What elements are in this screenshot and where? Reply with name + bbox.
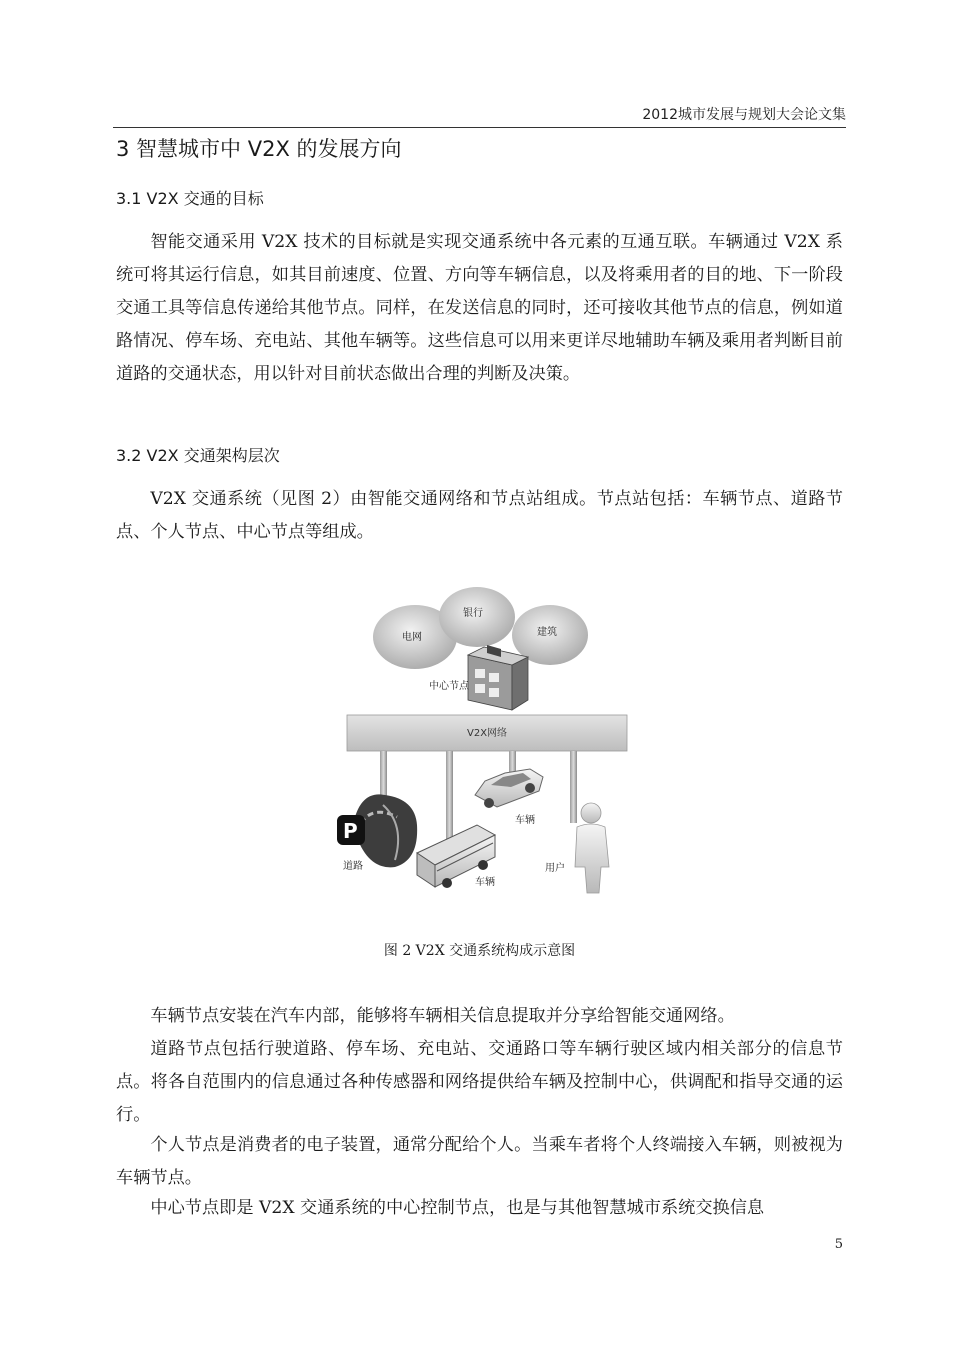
section-3-2-paragraph: V2X 交通系统（见图 2）由智能交通网络和节点站组成。节点站包括：车辆节点、道路节点、个人节点、中心节点等组成。 <box>116 489 843 542</box>
section-3-1-title: 3.1 V2X 交通的目标 <box>116 189 264 208</box>
center-node-label: 中心节点 <box>429 681 469 692</box>
road-node-paragraph: 道路节点包括行驶道路、停车场、充电站、交通路口等车辆行驶区域内相关部分的信息节点。将各自范围内的信息通过各种传感器和网络提供给车辆及控制中心，供调配和指导交通的运行。 <box>116 1039 843 1125</box>
center-node-building-icon <box>468 645 528 710</box>
section-3-2-title: 3.2 V2X 交通架构层次 <box>116 446 280 465</box>
page-number: 5 <box>834 1237 843 1252</box>
building-label: 建筑 <box>537 627 557 638</box>
bank-label: 银行 <box>463 608 483 619</box>
parking-icon <box>337 815 365 845</box>
center-node-paragraph: 中心节点即是 V2X 交通系统的中心控制节点，也是与其他智慧城市系统交换信息 <box>150 1198 765 1218</box>
section-3-1-paragraph: 智能交通采用 V2X 技术的目标就是实现交通系统中各元素的互通互联。车辆通过 V2X 系统可将其运行信息，如其目前速度、位置、方向等车辆信息，以及将乘用者的目的地、下一阶段交通工具等信息传递给其他节点。同样，在发送信息的同时，还可接收其他节点的信息，例如道路情况、停车场、充电站、其他车辆等。这些信息可以用来更详尽地辅助车辆及乘用者判断目前道路的交通状态，用以针对目前状态做出合理的判断及决策。 <box>116 232 843 384</box>
car-label: 车辆 <box>515 815 535 826</box>
header-rule <box>113 127 846 128</box>
parking-label: P <box>343 819 358 843</box>
v2x-network-bar <box>347 715 627 751</box>
user-label: 用户 <box>545 863 565 874</box>
v2x-diagram-svg <box>325 585 645 895</box>
personal-node-paragraph: 个人节点是消费者的电子装置，通常分配给个人。当乘车者将个人终端接入车辆，则被视为车辆节点。 <box>116 1135 843 1188</box>
grid-label: 电网 <box>402 632 422 643</box>
figure-caption: 图 2 V2X 交通系统构成示意图 <box>383 943 576 959</box>
car-icon <box>475 769 543 808</box>
v2x-network-label: V2X网络 <box>467 728 508 739</box>
road-label: 道路 <box>343 861 363 872</box>
v2x-diagram <box>325 585 645 895</box>
bus-connector <box>446 751 453 841</box>
running-head: 2012城市发展与规划大会论文集 <box>642 107 846 123</box>
user-icon <box>575 803 609 893</box>
road-connector <box>380 751 387 797</box>
user-connector <box>570 751 577 823</box>
vehicle-node-paragraph: 车辆节点安装在汽车内部，能够将车辆相关信息提取并分享给智能交通网络。 <box>150 1006 735 1026</box>
bus-label: 车辆 <box>475 877 495 888</box>
bank-node <box>439 587 515 647</box>
section-3-title: 3 智慧城市中 V2X 的发展方向 <box>116 137 402 161</box>
